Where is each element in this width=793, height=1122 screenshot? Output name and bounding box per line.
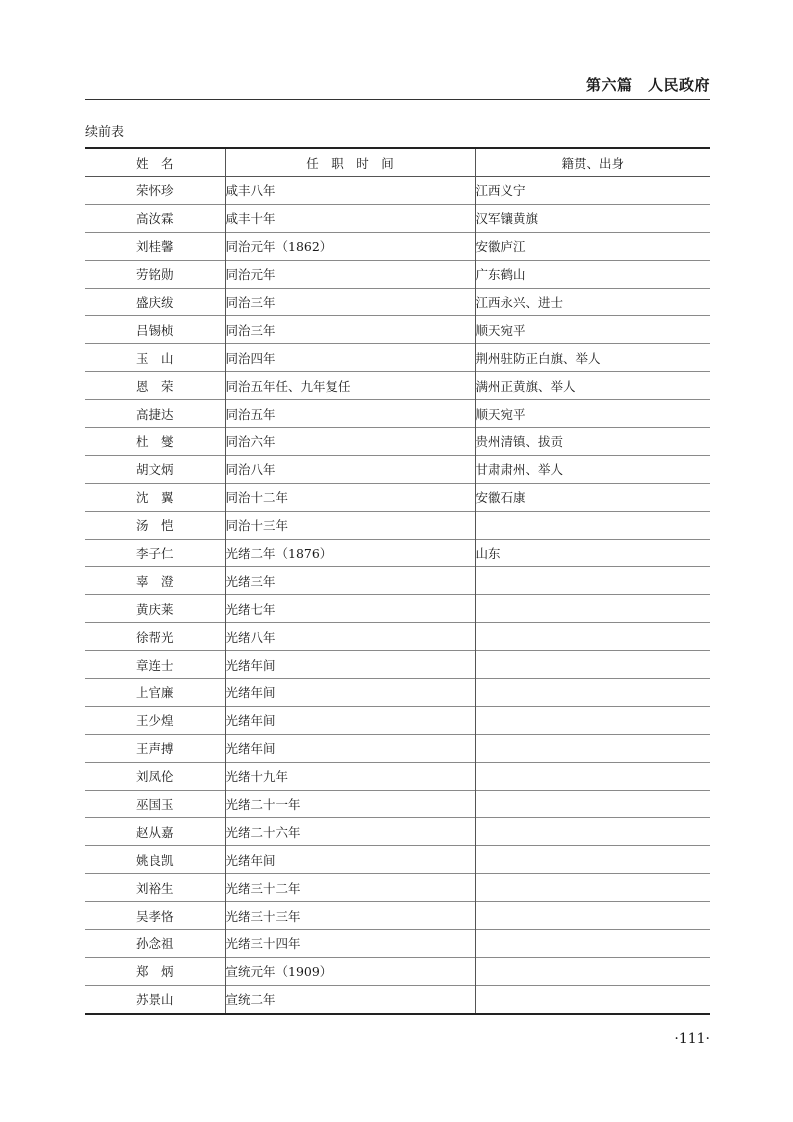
- cell-term: 光绪年间: [225, 706, 475, 734]
- cell-origin: [475, 985, 710, 1013]
- table-row: [85, 567, 710, 595]
- officials-table: [85, 147, 710, 1015]
- cell-term: 光绪年间: [225, 651, 475, 679]
- cell-name: 徐帮光: [85, 623, 225, 651]
- table-row: [85, 874, 710, 902]
- table-row: [85, 260, 710, 288]
- cell-origin: 顺天宛平: [475, 400, 710, 428]
- table-body: [85, 177, 710, 1014]
- cell-name: 黄庆莱: [85, 595, 225, 623]
- cell-term: 同治元年（1862）: [225, 232, 475, 260]
- table-row: [85, 790, 710, 818]
- cell-term: 光绪二十一年: [225, 790, 475, 818]
- table-row: [85, 902, 710, 930]
- cell-name: 刘裕生: [85, 874, 225, 902]
- table-row: [85, 623, 710, 651]
- cell-origin: [475, 706, 710, 734]
- cell-name: 杜 燮: [85, 428, 225, 456]
- table-row: [85, 651, 710, 679]
- table-row: [85, 455, 710, 483]
- cell-origin: [475, 651, 710, 679]
- cell-name: 沈 翼: [85, 483, 225, 511]
- cell-name: 玉 山: [85, 344, 225, 372]
- cell-term: 宣统二年: [225, 985, 475, 1013]
- cell-name: 劳铭勋: [85, 260, 225, 288]
- table-row: [85, 288, 710, 316]
- cell-name: 赵从嘉: [85, 818, 225, 846]
- cell-term: 咸丰八年: [225, 177, 475, 205]
- table-row: [85, 818, 710, 846]
- cell-term: 光绪七年: [225, 595, 475, 623]
- cell-name: 孙念祖: [85, 930, 225, 958]
- cell-term: 同治五年任、九年复任: [225, 372, 475, 400]
- cell-term: 光绪三十四年: [225, 930, 475, 958]
- cell-origin: [475, 902, 710, 930]
- cell-term: 光绪二十六年: [225, 818, 475, 846]
- cell-term: 光绪年间: [225, 846, 475, 874]
- cell-term: 同治四年: [225, 344, 475, 372]
- page-number: ·111·: [674, 1031, 710, 1047]
- table-caption: 续前表: [85, 125, 125, 140]
- cell-origin: 荆州驻防正白旗、举人: [475, 344, 710, 372]
- table-row: [85, 957, 710, 985]
- table-row: [85, 372, 710, 400]
- cell-name: 李子仁: [85, 539, 225, 567]
- cell-name: 高捷达: [85, 400, 225, 428]
- table-header-row: [85, 148, 710, 177]
- cell-origin: [475, 511, 710, 539]
- cell-term: 光绪十九年: [225, 762, 475, 790]
- table-row: [85, 679, 710, 707]
- cell-name: 王声搏: [85, 734, 225, 762]
- cell-origin: 汉军镶黄旗: [475, 204, 710, 232]
- cell-name: 王少煌: [85, 706, 225, 734]
- cell-origin: 江西永兴、进士: [475, 288, 710, 316]
- cell-name: 刘桂馨: [85, 232, 225, 260]
- table-row: [85, 846, 710, 874]
- cell-name: 汤 恺: [85, 511, 225, 539]
- column-header-origin: 籍贯、出身: [475, 148, 710, 177]
- cell-name: 郑 炳: [85, 957, 225, 985]
- table-row: [85, 344, 710, 372]
- cell-origin: 江西义宁: [475, 177, 710, 205]
- cell-term: 光绪年间: [225, 734, 475, 762]
- table-row: [85, 428, 710, 456]
- table-row: [85, 734, 710, 762]
- cell-term: 光绪年间: [225, 679, 475, 707]
- cell-name: 章连士: [85, 651, 225, 679]
- column-header-name: 姓 名: [85, 148, 225, 177]
- column-header-term: 任 职 时 间: [225, 148, 475, 177]
- cell-origin: 顺天宛平: [475, 316, 710, 344]
- cell-term: 光绪八年: [225, 623, 475, 651]
- cell-name: 苏景山: [85, 985, 225, 1013]
- cell-origin: [475, 679, 710, 707]
- cell-name: 上官廉: [85, 679, 225, 707]
- table-row: [85, 232, 710, 260]
- cell-term: 同治六年: [225, 428, 475, 456]
- cell-name: 胡文炳: [85, 455, 225, 483]
- cell-name: 刘凤伦: [85, 762, 225, 790]
- table-row: [85, 316, 710, 344]
- cell-origin: 山东: [475, 539, 710, 567]
- header-rule: [85, 99, 710, 100]
- cell-name: 恩 荣: [85, 372, 225, 400]
- cell-term: 同治三年: [225, 316, 475, 344]
- cell-origin: [475, 567, 710, 595]
- cell-origin: [475, 874, 710, 902]
- cell-term: 光绪三十二年: [225, 874, 475, 902]
- table-row: [85, 204, 710, 232]
- cell-origin: [475, 623, 710, 651]
- cell-origin: 贵州清镇、拔贡: [475, 428, 710, 456]
- cell-origin: [475, 790, 710, 818]
- cell-origin: [475, 930, 710, 958]
- cell-origin: 满州正黄旗、举人: [475, 372, 710, 400]
- cell-origin: [475, 818, 710, 846]
- table-row: [85, 985, 710, 1013]
- cell-name: 荣怀珍: [135, 183, 174, 199]
- table-row: [85, 511, 710, 539]
- table-row: [85, 706, 710, 734]
- cell-origin: [475, 957, 710, 985]
- cell-term: 同治十三年: [225, 511, 475, 539]
- cell-origin: 安徽庐江: [475, 232, 710, 260]
- table-row: [85, 177, 710, 205]
- cell-name: 巫国玉: [85, 790, 225, 818]
- cell-term: 光绪三年: [225, 567, 475, 595]
- cell-name: 高汝霖: [85, 204, 225, 232]
- cell-origin: [475, 846, 710, 874]
- cell-origin: 广东鹤山: [475, 260, 710, 288]
- cell-term: 同治五年: [225, 400, 475, 428]
- cell-origin: [475, 595, 710, 623]
- table-row: [85, 595, 710, 623]
- running-head-section-title: 第六篇 人民政府: [585, 76, 710, 94]
- cell-term: 光绪二年（1876）: [225, 539, 475, 567]
- cell-name: 吴孝恪: [85, 902, 225, 930]
- cell-name: 盛庆绂: [85, 288, 225, 316]
- table-row: [85, 483, 710, 511]
- cell-term: 宣统元年（1909）: [225, 957, 475, 985]
- cell-origin: [475, 734, 710, 762]
- cell-term: 同治元年: [225, 260, 475, 288]
- cell-name: 姚良凯: [85, 846, 225, 874]
- table-row: [85, 539, 710, 567]
- cell-term: 同治十二年: [225, 483, 475, 511]
- cell-term: 光绪三十三年: [225, 902, 475, 930]
- table-row: [85, 930, 710, 958]
- cell-term: 同治三年: [225, 288, 475, 316]
- cell-name: 吕锡桢: [85, 316, 225, 344]
- cell-name: 辜 澄: [85, 567, 225, 595]
- cell-origin: 安徽石康: [475, 483, 710, 511]
- cell-origin: 甘肃肃州、举人: [475, 455, 710, 483]
- table-row: [85, 400, 710, 428]
- cell-term: 同治八年: [225, 455, 475, 483]
- table-row: [85, 762, 710, 790]
- cell-origin: [475, 762, 710, 790]
- cell-term: 咸丰十年: [225, 204, 475, 232]
